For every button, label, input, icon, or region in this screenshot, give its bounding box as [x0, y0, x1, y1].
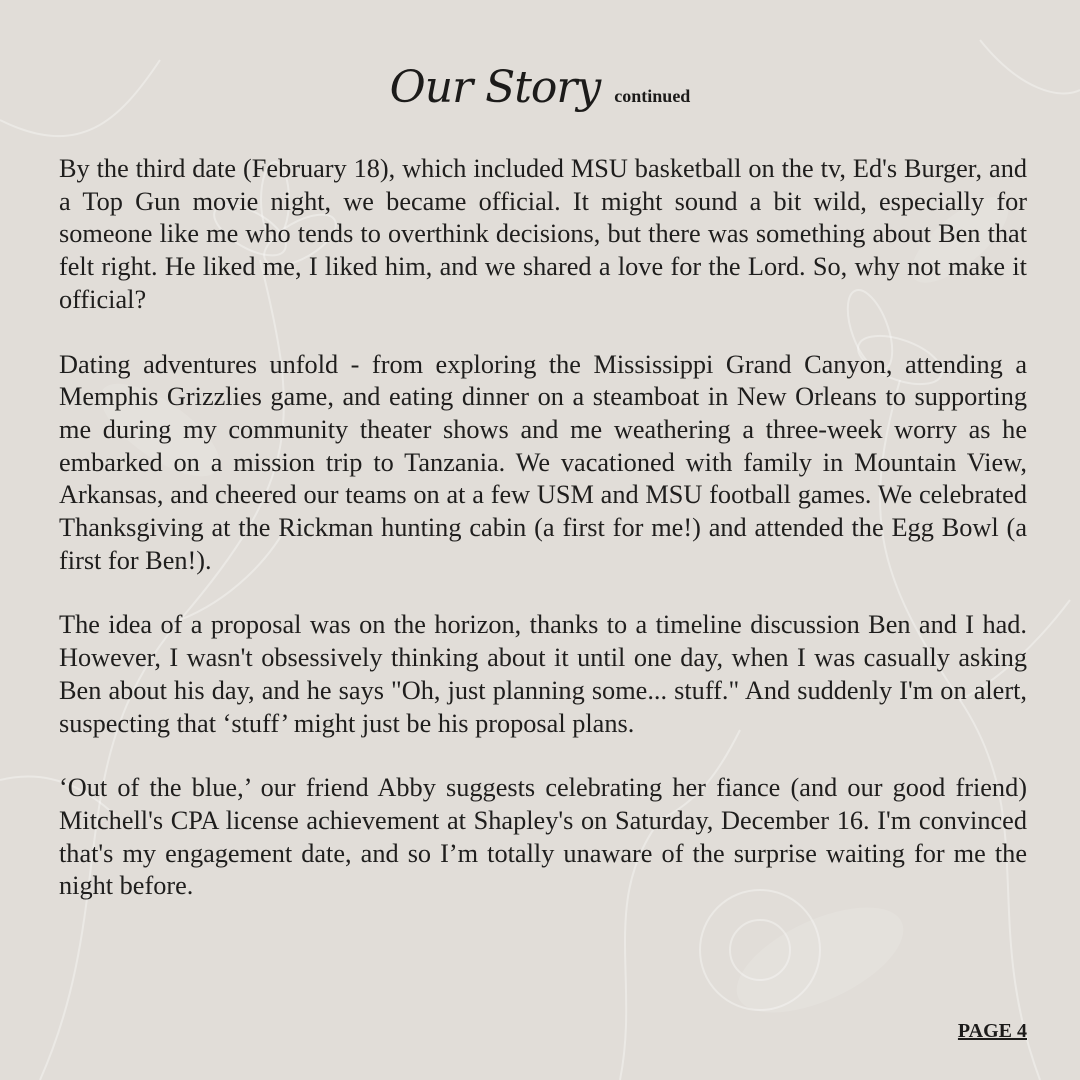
story-body	[59, 153, 1027, 935]
paragraph-dating-adventures: Dating adventures unfold - from exploring the Mississippi Grand Canyon, attending a Memphis Grizzlies game, and eating dinner on a steamboat in New Orleans to supporting me during my community theater shows and me weathering a three-week worry as he embarked on a mission trip to Tanzania. We vacationed with family in Mountain View, Arkansas, and cheered our teams on at a few USM and MSU football games. We celebrated Thanksgiving at the Rickman hunting cabin (a first for me!) and attended the Egg Bowl (a first for Ben!).	[59, 349, 1027, 575]
page-number: PAGE 4	[957, 1020, 1027, 1042]
paragraph-third-date: By the third date (February 18), which included MSU basketball on the tv, Ed's Burger, and a Top Gun movie night, we became official. It might sound a bit wild, especially for someone like me who tends to overthink decisions, but there was something about Ben that felt right. He liked me, I liked him, and we shared a love for the Lord. So, why not make it official?	[59, 154, 1027, 314]
paragraph-out-of-the-blue: ‘Out of the blue,’ our friend Abby suggests celebrating her fiance (and our good friend) Mitchell's CPA license achievement at Shapley's on Saturday, December 16. I'm convinced that's my engagement date, and so I’m totally unaware of the surprise waiting for me the night before.	[59, 773, 1027, 901]
page-title: Our Story	[389, 62, 601, 113]
page-subtitle: continued	[614, 86, 691, 106]
page-header	[0, 62, 1080, 113]
paragraph-proposal-horizon: The idea of a proposal was on the horizon, thanks to a timeline discussion Ben and I had. However, I wasn't obsessively thinking about it until one day, when I was casually asking Ben about his day, and he says "Oh, just planning some... stuff." And suddenly I'm on alert, suspecting that ‘stuff’ might just be his proposal plans.	[59, 610, 1027, 738]
